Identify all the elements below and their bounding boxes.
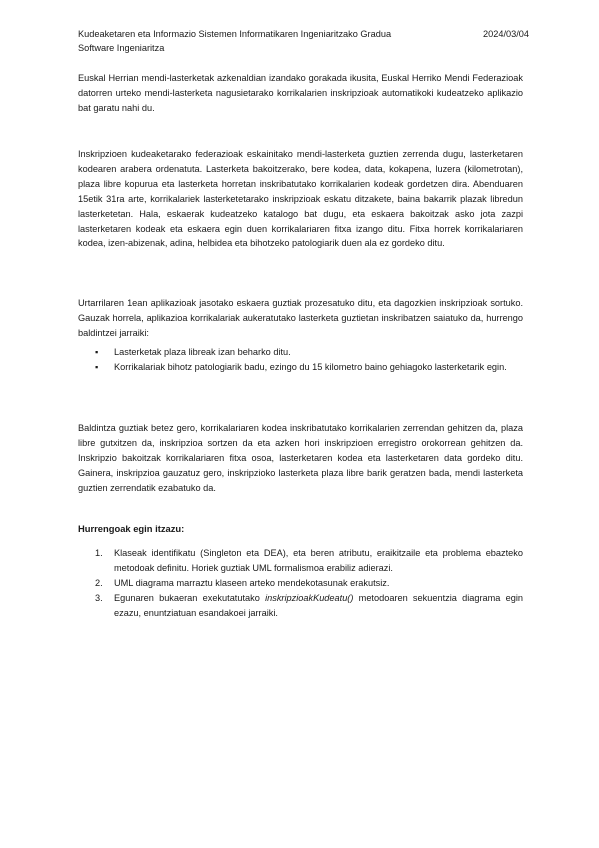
document-date: 2024/03/04 (483, 29, 529, 39)
process-paragraph: Urtarrilaren 1ean aplikazioak jasotako eskaera guztiak prozesatuko ditu, eta dagozkien inskripzioak sortuko. Gauzak horrela, aplikazioa korrikalariak aukeratutako lasterketa guztietan inskribatzen saiatuko da, hurrengo baldintzei jarraiki: (78, 298, 523, 338)
subject-title: Software Ingeniaritza (78, 42, 165, 53)
page-header (78, 28, 529, 55)
task-number: 2. (95, 577, 103, 588)
intro-paragraph: Euskal Herrian mendi-lasterketak azkenaldian izandako gorakada ikusita, Euskal Herriko Mendi Federazioak datorren urteko mendi-lasterketa nagusietarako korrikalarien inskripzioak automatikoki kudeatzeko aplikazio bat garatu nahi du. (78, 73, 523, 113)
condition-text: Korrikalariak bihotz patologiarik badu, ezingo du 15 kilometro baino gehiagoko lasterketarik egin. (114, 361, 507, 372)
task-number: 1. (95, 548, 103, 558)
task-number: 3. (95, 592, 103, 603)
description-paragraph: Inskripzioen kudeaketarako federazioak eskainitako mendi-lasterketa guztien zerrenda dugu, lasterketaren kodearen arabera ordenatuta. Lasterketa bakoitzerako, bere kodea, data, kokapena, luzera (kilometrotan), plaza libre kopurua eta lasterketa horretan inskribatutako korrikalarien kodeak gordetzen dira. Abenduaren 15etik 31ra arte, korrikalariek lasterketetarako inskripzioak eskatu ditzakete, baina bakarrik plazak libredun lasterketetan. Hala, eskaerak kudeatzeko katalogo bat dugu, eta eskaera bakoitzak asko jota zazpi lasterketaren kodeak eta eskaera egin duen korrikalariaren fitxa izango ditu. Fitxa horrek korrikalariaren kodea, izen-abizenak, adina, helbidea eta bihotzeko patologiarik duen ala ez gordeko ditu. (78, 149, 523, 249)
course-title: Kudeaketaren eta Informazio Sistemen Informatikaren Ingeniaritzako Gradua (78, 29, 392, 39)
tasks-heading: Hurrengoak egin itzazu: (78, 523, 185, 534)
list-item (95, 360, 523, 375)
method-name: inskripzioakKudeatu() (265, 592, 354, 603)
list-item (95, 345, 523, 360)
bullet-icon: ▪ (95, 361, 99, 372)
list-item (95, 576, 523, 591)
task-text-before: Egunaren bukaeran exekutatutako (114, 592, 266, 603)
result-paragraph: Baldintza guztiak betez gero, korrikalariaren kodea inskribatutako korrikalarien zerrendan gehitzen da, plaza libre gutxitzen da, inskripzioa sortzen da eta azken hori inskripzioen erregistro orokorrean gehitzen da. Inskripzio bakoitzak korrikalariaren fitxa osoa, lasterketaren kodea eta lasterketaren data gordeko ditu. Gainera, inskripzioa gauzatuz gero, inskripzioko lasterketa plaza libre barik geratzen bada, mendi lasterketa guztien zerrendatik ezabatuko da. (78, 423, 523, 493)
task-text: Klaseak identifikatu (Singleton eta DEA), eta beren atributu, eraikitzaile eta problema ebazteko metodoak definitu. Horiek guztiak UML formalismoa erabiliz adierazi. (114, 548, 523, 573)
task-text-after: metodoaren sekuentzia diagrama egin ezazu, enuntziatuan esandakoei jarraiki. (114, 592, 523, 618)
list-item (95, 546, 523, 576)
condition-text: Lasterketak plaza libreak izan beharko ditu. (114, 347, 291, 357)
list-item (95, 591, 523, 621)
tasks-list (95, 546, 523, 621)
task-text: UML diagrama marraztu klaseen arteko mendekotasunak erakutsiz. (114, 577, 390, 588)
bullet-icon: ▪ (95, 347, 99, 357)
conditions-list (95, 345, 523, 375)
